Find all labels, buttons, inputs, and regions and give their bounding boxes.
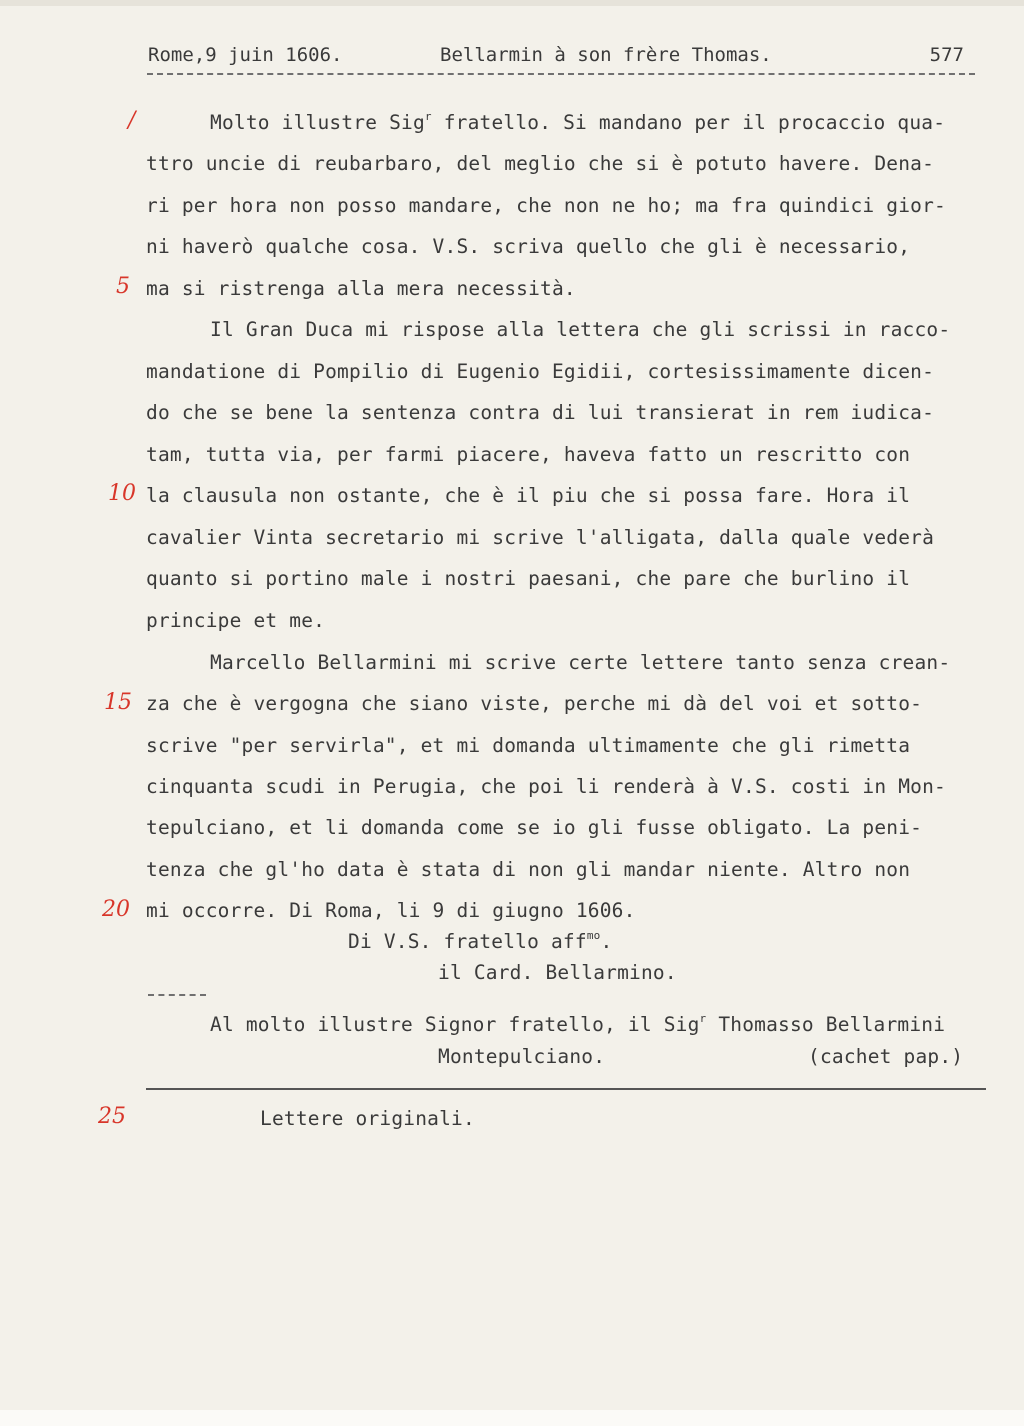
header-dashed-rule bbox=[147, 73, 975, 75]
scan-edge-top bbox=[0, 0, 1024, 6]
running-header bbox=[148, 44, 978, 70]
scan-edge-bottom bbox=[0, 1410, 1024, 1426]
source-note: Lettere originali. bbox=[260, 1107, 475, 1130]
header-title: Bellarmin à son frère Thomas. bbox=[440, 44, 772, 66]
separator-dashes bbox=[148, 994, 206, 996]
body-line-13: principe et me. bbox=[146, 609, 326, 632]
closing-salutation bbox=[348, 930, 612, 953]
address-line bbox=[210, 1013, 945, 1036]
address-place: Montepulciano. bbox=[438, 1045, 606, 1068]
body-line-12: quanto si portino male i nostri paesani, che pare che burlino il bbox=[146, 567, 911, 590]
body-line-17: cinquanta scudi in Perugia, che poi li renderà à V.S. costi in Mon- bbox=[146, 775, 946, 798]
address-post: Thomasso Bellarmini bbox=[706, 1013, 946, 1036]
margin-line-number-5: 5 bbox=[116, 274, 130, 299]
body-line-1-post: fratello. Si mandano per il procaccio qua- bbox=[431, 111, 946, 134]
body-line-14: Marcello Bellarmini mi scrive certe lettere tanto senza crean- bbox=[210, 651, 951, 674]
address-superscript: r bbox=[699, 1012, 707, 1025]
body-line-19: tenza che gl'ho data è stata di non gli mandar niente. Altro non bbox=[146, 858, 911, 881]
margin-line-number-10: 10 bbox=[108, 481, 136, 506]
body-line-6: Il Gran Duca mi rispose alla lettera che gli scrissi in racco- bbox=[210, 318, 951, 341]
margin-line-number-20: 20 bbox=[102, 897, 130, 922]
body-line-10: la clausula non ostante, che è il piu che si possa fare. Hora il bbox=[146, 484, 911, 507]
body-line-18: tepulciano, et li domanda come se io gli fusse obligato. La peni- bbox=[146, 816, 923, 839]
header-place-date: Rome,9 juin 1606. bbox=[148, 44, 343, 66]
closing-superscript: mo bbox=[586, 929, 601, 942]
margin-line-number-1: / bbox=[128, 108, 136, 133]
body-line-16: scrive "per servirla", et mi domanda ultimamente che gli rimetta bbox=[146, 734, 911, 757]
body-line-1-pre: Molto illustre Sig bbox=[210, 111, 425, 134]
body-line-5: ma si ristrenga alla mera necessità. bbox=[146, 277, 576, 300]
seal-note: (cachet pap.) bbox=[808, 1045, 964, 1068]
body-line-9: tam, tutta via, per farmi piacere, haveva fatto un rescritto con bbox=[146, 443, 911, 466]
margin-line-number-25: 25 bbox=[98, 1104, 126, 1129]
body-line-2: ttro uncie di reubarbaro, del meglio che si è potuto havere. Dena- bbox=[146, 152, 935, 175]
page-number: 577 bbox=[929, 44, 964, 66]
body-line-20: mi occorre. Di Roma, li 9 di giugno 1606. bbox=[146, 899, 636, 922]
body-line-4: ni haverò qualche cosa. V.S. scriva quello che gli è necessario, bbox=[146, 235, 911, 258]
closing-post: . bbox=[600, 930, 613, 953]
address-pre: Al molto illustre Signor fratello, il Sig bbox=[210, 1013, 700, 1036]
body-line-11: cavalier Vinta secretario mi scrive l'alligata, dalla quale vederà bbox=[146, 526, 935, 549]
body-line-7: mandatione di Pompilio di Eugenio Egidii, cortesissimamente dicen- bbox=[146, 360, 935, 383]
closing-pre: Di V.S. fratello aff bbox=[348, 930, 587, 953]
body-line-8: do che se bene la sentenza contra di lui transierat in rem iudica- bbox=[146, 401, 935, 424]
signature: il Card. Bellarmino. bbox=[438, 961, 677, 984]
margin-line-number-15: 15 bbox=[104, 690, 132, 715]
footnote-rule bbox=[146, 1088, 986, 1090]
body-line-3: ri per hora non posso mandare, che non ne ho; ma fra quindici gior- bbox=[146, 194, 946, 217]
body-line-1 bbox=[210, 111, 945, 134]
body-line-1-superscript: r bbox=[424, 110, 432, 123]
body-line-15: za che è vergogna che siano viste, perche mi dà del voi et sotto- bbox=[146, 692, 923, 715]
